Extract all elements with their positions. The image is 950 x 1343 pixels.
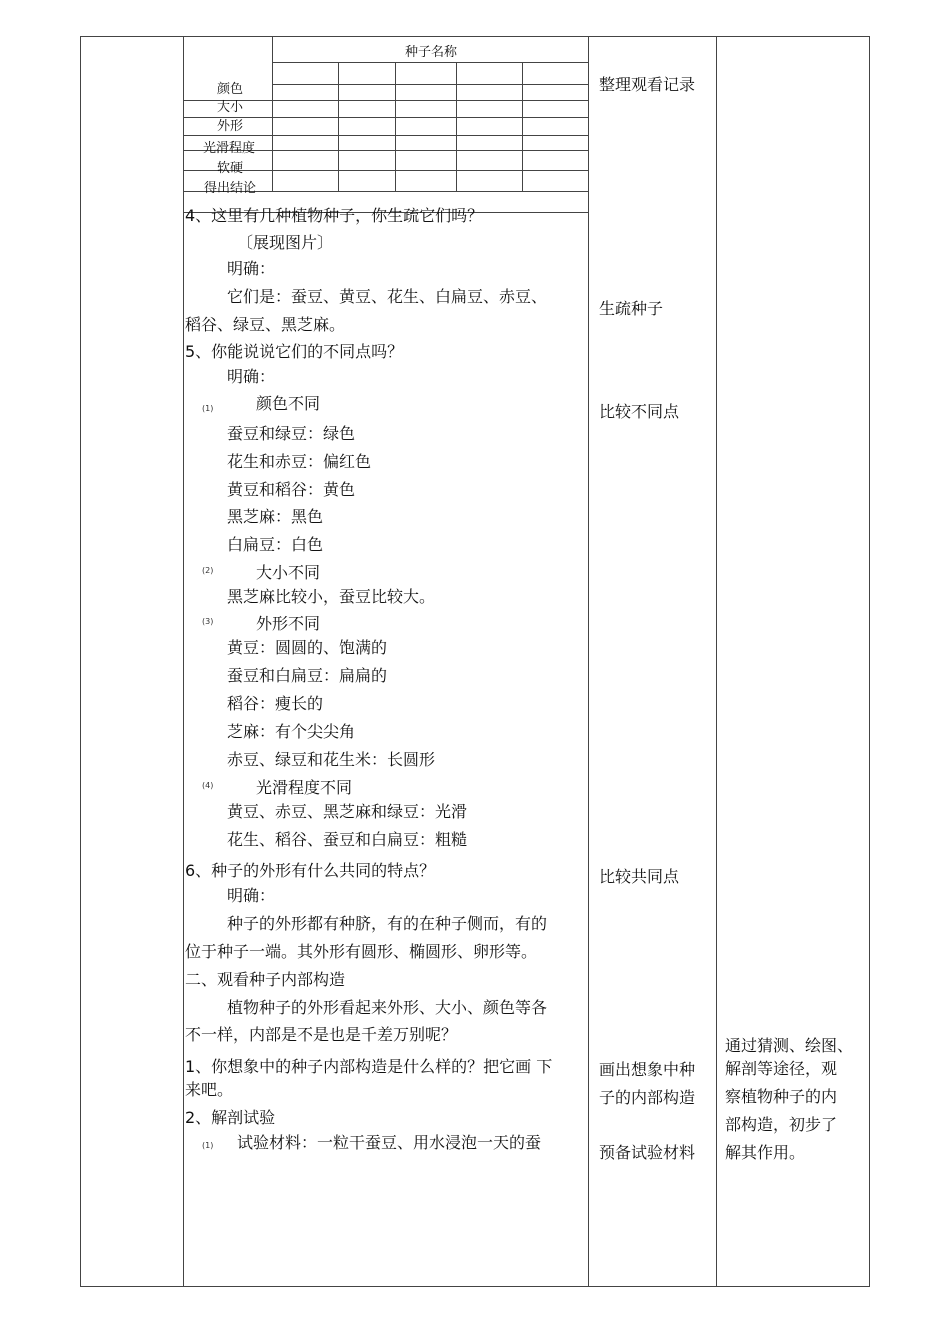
section-2-intro-1: 植物种子的外形看起来外形、大小、颜色等各 (227, 998, 548, 1017)
intent-line: 通过猜测、绘图、 (725, 1036, 854, 1055)
point-title: 外形不同 (256, 614, 321, 633)
list-item: 赤豆、绿豆和花生米：长圆形 (227, 750, 436, 769)
question-5: 5、你能说说它们的不同点吗？ (185, 342, 404, 361)
intent-line: 部构造，初步了 (725, 1115, 838, 1134)
list-item: 黄豆、赤豆、黑芝麻和绿豆：光滑 (227, 802, 468, 821)
list-item: 白扁豆：白色 (227, 535, 324, 554)
row-label-smoothness: 光滑程度 (203, 141, 256, 156)
list-item: 稻谷：瘦长的 (227, 694, 324, 713)
clear-label: 明确： (227, 886, 276, 905)
answer-4-line1: 它们是：蚕豆、黄豆、花生、白扁豆、赤豆、 (227, 287, 548, 306)
point-title: 光滑程度不同 (256, 778, 353, 797)
show-pictures: 〔展现图片〕 (237, 233, 334, 252)
question-4: 4、这里有几种植物种子，你生疏它们吗？ (185, 206, 484, 225)
list-item: 花生、稻谷、蚕豆和白扁豆：粗糙 (227, 830, 468, 849)
activity-compare-common: 比较共同点 (599, 867, 680, 886)
row-label-hardness: 软硬 (217, 161, 244, 176)
activity-recognize: 生疏种子 (599, 299, 664, 318)
material-item: 试验材料：一粒干蚕豆、用水浸泡一天的蚕 (237, 1133, 542, 1152)
clear-label: 明确： (227, 259, 276, 278)
point-number: (4) (202, 781, 214, 790)
point-number: (3) (202, 617, 214, 626)
row-label-size: 大小 (217, 100, 244, 115)
point-title: 大小不同 (256, 563, 321, 582)
list-item: 芝麻：有个尖尖角 (227, 722, 356, 741)
row-label-conclusion: 得出结论 (204, 181, 257, 196)
question-1-line2: 来吧。 (185, 1080, 234, 1099)
row-label-color: 颜色 (217, 82, 244, 97)
intent-line: 察植物种子的内 (725, 1087, 838, 1106)
activity-draw-1: 画出想象中种 (599, 1060, 696, 1079)
seed-table-header: 种子名称 (405, 45, 458, 60)
answer-6-line1: 种子的外形都有种脐，有的在种子侧而，有的 (227, 914, 548, 933)
list-item: 黑芝麻：黑色 (227, 507, 324, 526)
question-2: 2、解剖试验 (185, 1108, 276, 1127)
activity-draw-2: 子的内部构造 (599, 1088, 696, 1107)
section-2-intro-2: 不一样，内部是不是也是千差万别呢？ (185, 1025, 458, 1044)
intent-line: 解剖等途径，观 (725, 1059, 838, 1078)
clear-label: 明确： (227, 367, 276, 386)
row-label-shape: 外形 (217, 119, 244, 134)
list-item: 黑芝麻比较小，蚕豆比较大。 (227, 587, 436, 606)
question-1-line1: 1、你想象中的种子内部构造是什么样的？把它画 下 (185, 1057, 553, 1076)
list-item: 花生和赤豆：偏红色 (227, 452, 372, 471)
activity-record: 整理观看记录 (599, 75, 696, 94)
question-6: 6、种子的外形有什么共同的特点？ (185, 861, 436, 880)
list-item: 黄豆和稻谷：黄色 (227, 480, 356, 499)
point-number: (1) (202, 404, 214, 413)
activity-compare-diff: 比较不同点 (599, 402, 680, 421)
list-item: 黄豆：圆圆的、饱满的 (227, 638, 388, 657)
list-item: 蚕豆和绿豆：绿色 (227, 424, 356, 443)
point-title: 颜色不同 (256, 394, 321, 413)
list-item: 蚕豆和白扁豆：扁扁的 (227, 666, 388, 685)
point-number: (1) (202, 1141, 214, 1150)
activity-prepare: 预备试验材料 (599, 1143, 696, 1162)
answer-4-line2: 稻谷、绿豆、黑芝麻。 (185, 315, 346, 334)
section-2-title: 二、观看种子内部构造 (185, 970, 346, 989)
intent-line: 解其作用。 (725, 1143, 806, 1162)
answer-6-line2: 位于种子一端。其外形有圆形、椭圆形、卵形等。 (185, 942, 538, 961)
point-number: (2) (202, 566, 214, 575)
